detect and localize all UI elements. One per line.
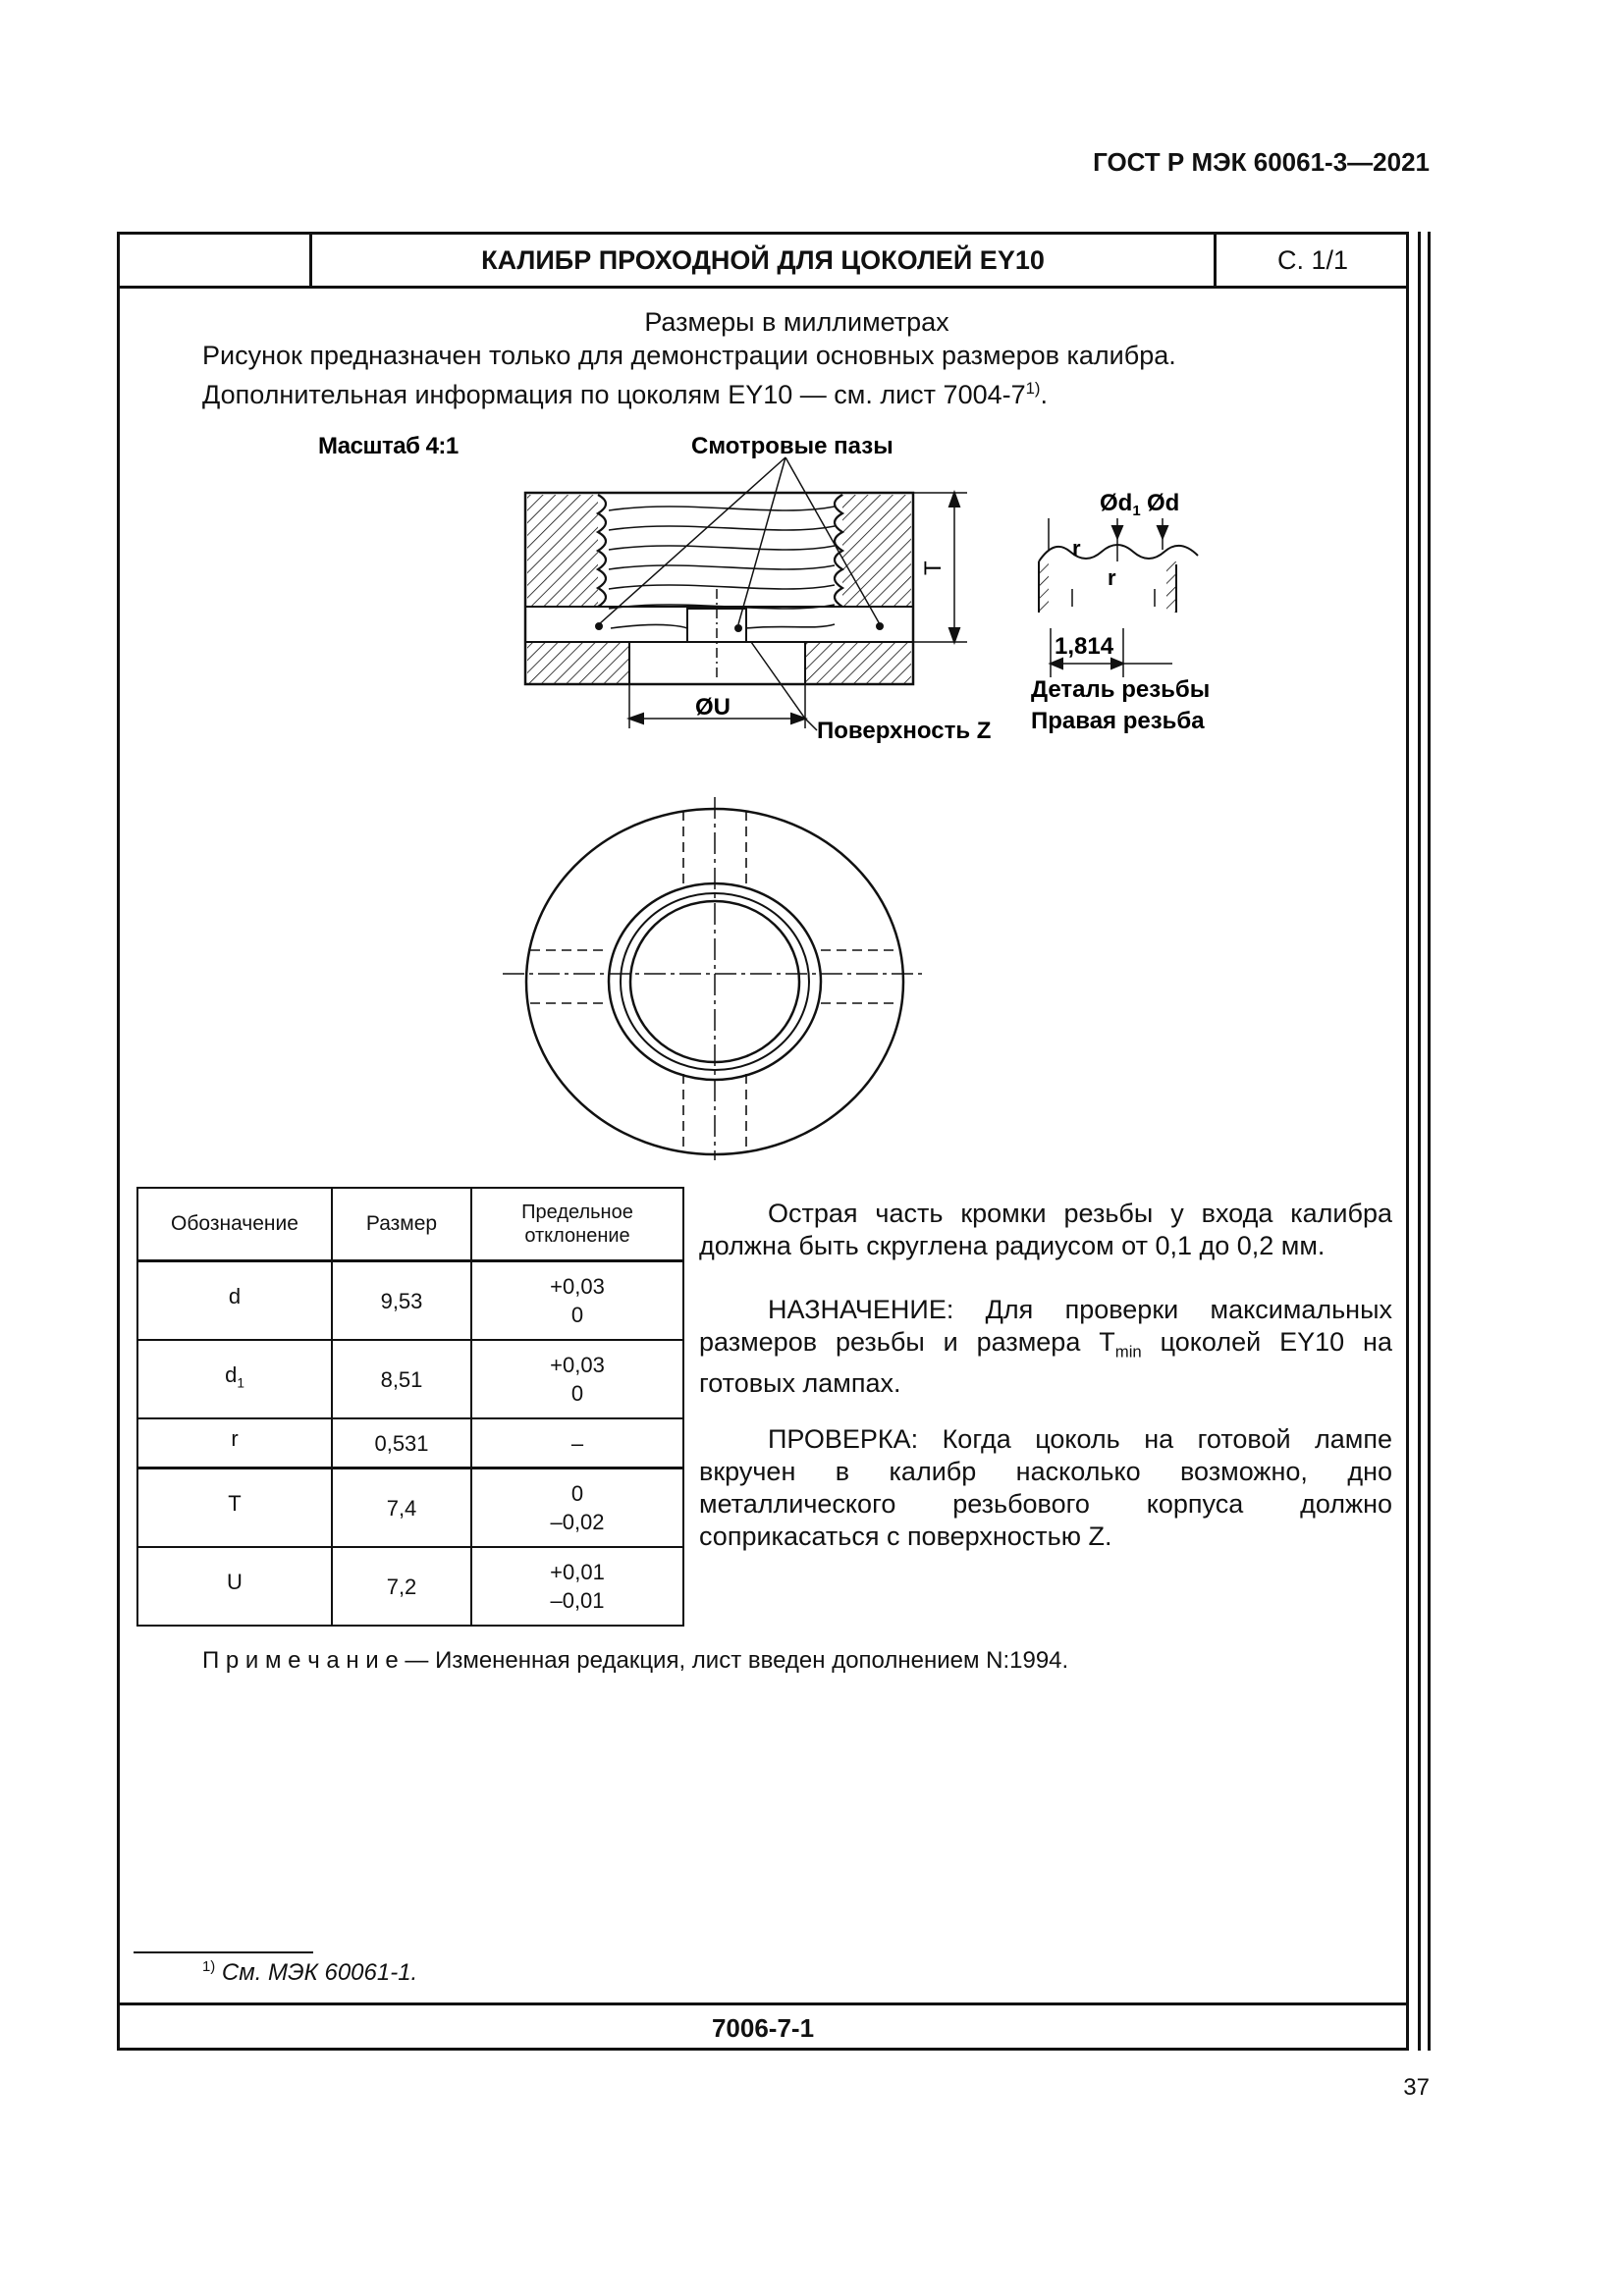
cell-symbol: $d_1$: [137, 1340, 332, 1418]
cell-deviation: 0 –0,02: [471, 1468, 683, 1548]
table-row: [137, 1547, 683, 1626]
sheet-title: КАЛИБР ПРОХОДНОЙ ДЛЯ ЦОКОЛЕЙ EY10: [481, 245, 1045, 275]
cell-size: 8,51: [332, 1340, 471, 1418]
check-paragraph: ПРОВЕРКА: Когда цоколь на готовой лампе вкручен в калибр насколько возможно, дно металлического резьбового корпуса должно соприкасаться с поверхностью Z.: [699, 1424, 1392, 1551]
surface-z-label: Поверхность Z: [817, 718, 992, 744]
cell-size: 7,2: [332, 1547, 471, 1626]
cell-symbol: U: [137, 1547, 332, 1626]
footnote-ref: 1): [1025, 379, 1041, 398]
note: [202, 1647, 1068, 1675]
thread-direction-label: Правая резьба: [1031, 708, 1205, 734]
dimensions-table: [136, 1187, 684, 1627]
footnote-rule: [134, 1951, 313, 1953]
units-note: Размеры в миллиметрах: [644, 307, 949, 337]
cell-deviation: +0,03 0: [471, 1261, 683, 1341]
section-view: [525, 457, 967, 730]
cell-symbol: d: [137, 1261, 332, 1341]
table-row: [137, 1418, 683, 1468]
pitch-label: 1,814: [1055, 633, 1114, 660]
slots-label: Смотровые пазы: [691, 433, 893, 459]
cell-deviation: +0,01 –0,01: [471, 1547, 683, 1626]
col-header-size: Размер: [332, 1188, 471, 1261]
intro-line-2-end: .: [1040, 380, 1049, 409]
document-code: ГОСТ Р МЭК 60061-3—2021: [1093, 147, 1430, 177]
edge-rounding-paragraph: Острая часть кромки резьбы у входа калибра должна быть скруглена радиусом от 0,1 до 0,2 мм.: [699, 1199, 1392, 1260]
purpose-paragraph: НАЗНАЧЕНИЕ: Для проверки максимальных размеров резьбы и размера $T_{min}$ цоколей EY10 на готовых лампах.: [699, 1295, 1392, 1399]
note-text: — Измененная редакция, лист введен дополнением N:1994.: [398, 1647, 1069, 1674]
cell-size: 0,531: [332, 1418, 471, 1468]
table-row: [137, 1261, 683, 1341]
plan-view: [503, 797, 927, 1160]
table-row: [137, 1468, 683, 1548]
sheet-page: С. 1/1: [1276, 245, 1349, 275]
r-label: r: [1072, 536, 1081, 561]
detail-label: Деталь резьбы: [1031, 676, 1211, 703]
scale-label: Масштаб 4:1: [318, 433, 459, 459]
cell-symbol: T: [137, 1468, 332, 1548]
sheet-number: 7006-7-1: [711, 2013, 815, 2043]
cell-size: 7,4: [332, 1468, 471, 1548]
cell-symbol: r: [137, 1418, 332, 1468]
cell-size: 9,53: [332, 1261, 471, 1341]
d-label: Ød: [1147, 490, 1180, 516]
dim-u-label: ØU: [695, 694, 731, 721]
col-header-deviation: Предельное отклонение: [471, 1188, 683, 1261]
intro-line-1: Рисунок предназначен только для демонстрации основных размеров калибра.: [202, 341, 1176, 370]
col-header-symbol: Обозначение: [137, 1188, 332, 1261]
d1-label: $Ød_1$: [1100, 490, 1141, 519]
table-row: [137, 1340, 683, 1418]
r-label: r: [1108, 565, 1116, 590]
page-number: 37: [1403, 2074, 1430, 2101]
cell-deviation: +0,03 0: [471, 1340, 683, 1418]
dim-t-label: T: [920, 561, 947, 575]
note-label: П р и м е ч а н и е: [202, 1647, 399, 1674]
footnote: $^{1)}$ См. МЭК 60061-1.: [202, 1959, 418, 1986]
intro-line-2-text: Дополнительная информация по цоколям EY10 — см. лист 7004-7: [202, 380, 1026, 409]
cell-deviation: –: [471, 1418, 683, 1468]
